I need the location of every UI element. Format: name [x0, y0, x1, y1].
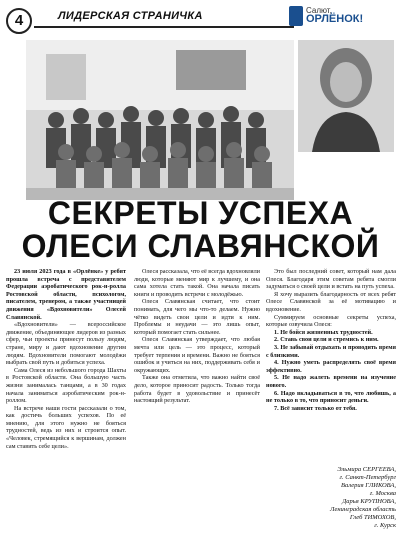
article-paragraph: На встрече наши гости рассказали о том, как достичь больших успехов. По её мнению, для этого нужно не бояться трудностей, ведь из них и строится опыт. «Человек, стремящийся к вершинам, должен сам ставить себе цели».	[6, 404, 126, 450]
article-column-1	[6, 268, 126, 534]
author-line: г. Москва	[369, 490, 396, 497]
article-headline	[0, 197, 401, 263]
author-line: Эльмира СЕРГЕЕВА,	[337, 466, 396, 473]
author-signature	[300, 466, 396, 530]
article-paragraph: Суммируем основные секреты успеха, которые озвучила Олеся:	[266, 313, 396, 329]
article-paragraph: Сама Олеся из небольшого города Шахты в Ростовской области. Она большую часть жизни занималась танцами, а в 30 годах начала заниматься аэробатическим рок-н-роллом.	[6, 366, 126, 405]
article-paragraph: Я хочу выразить благодарность от всех ребят Олесе Славянской за её мотивацию и вдохновение.	[266, 290, 396, 313]
author-line: Дарья КРУПНОВА,	[342, 498, 396, 505]
article-paragraph: Олеся Славянская считает, что стоит понимать, для чего мы что-то делаем. Нужно чётко видеть свои цели и идти к ним. Проблемы и неудачи — это лишь опыт, который помогает стать сильнее.	[134, 298, 260, 336]
author-line: г. Курск	[374, 522, 396, 529]
speaker-portrait-image	[298, 40, 394, 152]
article-paragraph: «Вдохновители» — всероссийское движение, объединяющее лидеров из разных сфер, чьи проекты принесут пользу людям, стране, миру и дают вдохновение другим людям. Вдохновители помогают молодёжи выбрать свой путь и добиться успеха.	[6, 321, 126, 367]
article-paragraph: Олеся рассказала, что её всегда вдохновляли люди, которые меняют мир к лучшему, и она сама хотела стать такой. Она начала писать книги и проводить встречи с молодёжью.	[134, 268, 260, 298]
tips-item: 7. Всё зависит только от тебя.	[274, 404, 357, 412]
article-column-2	[134, 268, 260, 534]
header-rule	[34, 26, 294, 28]
article-paragraph: Это был последний совет, который нам дала Олеся. Благодаря этим советам ребята смогли задуматься о своей цели и встать на путь успеха.	[266, 268, 396, 291]
headline-line2: ОЛЕСИ СЛАВЯНСКОЙ	[21, 228, 380, 264]
page-number: 4	[6, 8, 32, 34]
headline-line1: СЕКРЕТЫ УСПЕХА	[47, 195, 354, 231]
rubric-title: ЛИДЕРСКАЯ СТРАНИЧКА	[58, 10, 203, 22]
tips-item: 2. Ставь свои цели и стремись к ним.	[274, 336, 379, 344]
speaker-portrait	[298, 40, 394, 152]
author-line: Глеб ТИМОХОВ,	[349, 514, 396, 521]
article-paragraph: Олеся Славянская утверждает, что любая мечта или цель — это процесс, который требует терпения и времени. Важно не бояться ошибок и учиться на них, поддерживать себя и окружающих.	[134, 336, 260, 374]
tips-item: 6. Надо вкладываться в то, что любишь, а не только в то, что приносит деньги.	[266, 389, 396, 405]
author-line: Ленинградская область	[330, 506, 396, 513]
brand-name: ОРЛЁНОК!	[306, 13, 364, 25]
tips-item: 4. Нужно уметь распределять своё время эффективно.	[266, 359, 396, 374]
article-lead: 23 июля 2023 года в «Орлёнке» у ребят прошла встреча с представителем Федерации аэробатического рок-н-ролла Ростовской области, психологом, писателем, тренером, а также участницей движения «Вдохновители» Олесей Славянской.	[6, 268, 126, 321]
page-header	[0, 0, 401, 40]
tips-item: 3. Не забывай отдыхать и проводить время с близкими.	[266, 343, 396, 359]
tips-item: 1. Не бойся жизненных трудностей.	[274, 328, 373, 336]
brand-logo-icon	[289, 6, 303, 26]
group-photo	[26, 40, 294, 200]
group-photo-image	[26, 40, 294, 200]
author-line: Валерия ГЛИКОВА,	[341, 482, 396, 489]
article-paragraph: Также она отметила, что важно найти своё дело, которое приносит радость. Только тогда работа будет в удовольствие и принесёт настоящий результат.	[134, 374, 260, 405]
tips-item: 5. Не надо жалеть времени на изучение нового.	[266, 374, 396, 389]
brand-small-text: Салют,	[306, 6, 332, 15]
author-line: г. Санкт-Петербург	[339, 474, 396, 481]
